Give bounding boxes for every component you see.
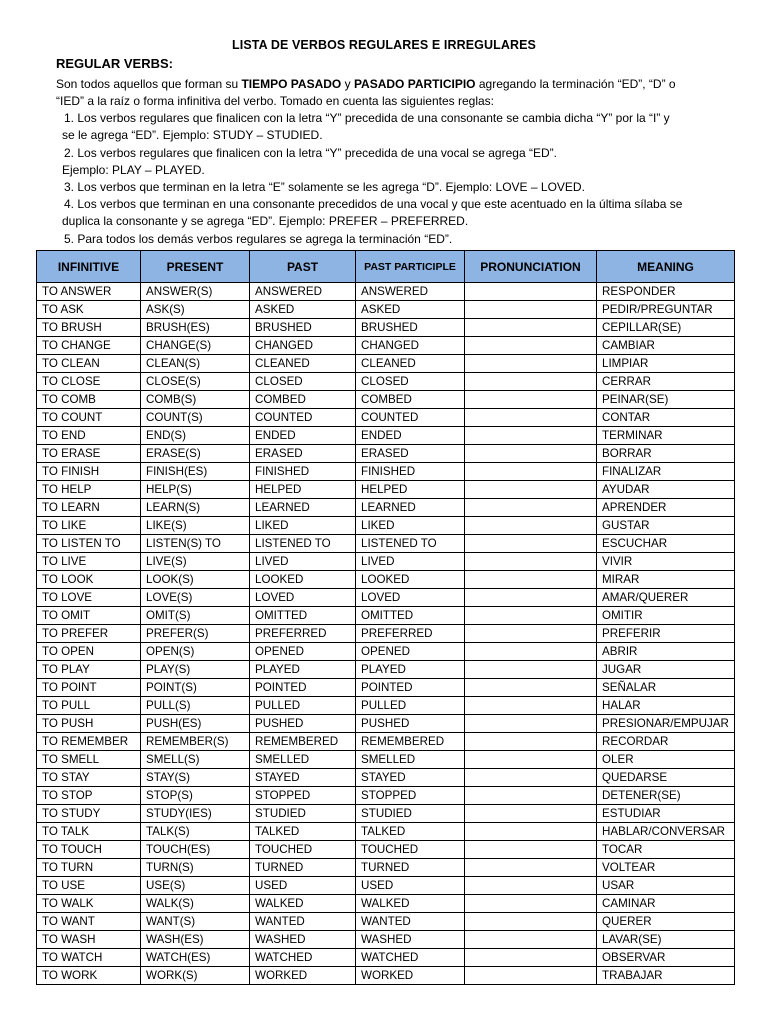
pronunciation-cell [465,715,597,733]
infinitive-cell: TO PUSH [37,715,141,733]
infinitive-cell: TO BRUSH [37,319,141,337]
infinitive-cell: TO WALK [37,895,141,913]
table-row [37,823,735,841]
past-cell: STAYED [250,769,356,787]
intro-text-a: Son todos aquellos que forman su [56,77,242,91]
past-cell: BRUSHED [250,319,356,337]
past-participle-cell: CLEANED [356,355,465,373]
past-cell: PUSHED [250,715,356,733]
meaning-cell: TERMINAR [597,427,735,445]
pronunciation-cell [465,499,597,517]
past-participle-cell: TURNED [356,859,465,877]
pronunciation-cell [465,859,597,877]
pronunciation-cell [465,301,597,319]
past-participle-cell: WASHED [356,931,465,949]
meaning-cell: LIMPIAR [597,355,735,373]
present-cell: LISTEN(S) TO [141,535,250,553]
infinitive-cell: TO LIVE [37,553,141,571]
present-cell: ANSWER(S) [141,283,250,301]
present-cell: PLAY(S) [141,661,250,679]
infinitive-cell: TO ANSWER [37,283,141,301]
table-row [37,661,735,679]
meaning-cell: CAMINAR [597,895,735,913]
infinitive-cell: TO PREFER [37,625,141,643]
past-participle-cell: STAYED [356,769,465,787]
past-participle-cell: PREFERRED [356,625,465,643]
table-row [37,535,735,553]
infinitive-cell: TO HELP [37,481,141,499]
infinitive-cell: TO COMB [37,391,141,409]
past-participle-cell: LOOKED [356,571,465,589]
meaning-cell: OMITIR [597,607,735,625]
table-row [37,373,735,391]
present-cell: SMELL(S) [141,751,250,769]
present-cell: LOOK(S) [141,571,250,589]
pronunciation-cell [465,337,597,355]
meaning-cell: ABRIR [597,643,735,661]
table-row [37,715,735,733]
infinitive-cell: TO LISTEN TO [37,535,141,553]
meaning-cell: HABLAR/CONVERSAR [597,823,735,841]
infinitive-cell: TO CHANGE [37,337,141,355]
pronunciation-cell [465,319,597,337]
header-present: PRESENT [141,251,250,283]
rule-5: 5. Para todos los demás verbos regulares se agrega la terminación “ED”. [64,232,453,246]
meaning-cell: CERRAR [597,373,735,391]
past-participle-cell: TOUCHED [356,841,465,859]
past-participle-cell: USED [356,877,465,895]
past-participle-cell: ERASED [356,445,465,463]
meaning-cell: OBSERVAR [597,949,735,967]
pronunciation-cell [465,283,597,301]
table-row [37,643,735,661]
past-cell: REMEMBERED [250,733,356,751]
present-cell: OMIT(S) [141,607,250,625]
past-cell: LOOKED [250,571,356,589]
table-row [37,769,735,787]
rule-2-line-2: Ejemplo: PLAY – PLAYED. [62,163,205,177]
present-cell: CHANGE(S) [141,337,250,355]
present-cell: LEARN(S) [141,499,250,517]
meaning-cell: APRENDER [597,499,735,517]
rule-4-line-1: 4. Los verbos que terminan en una consonante precedidos de una vocal y que este acentuado en la última sílaba se [64,197,683,211]
table-row [37,931,735,949]
meaning-cell: USAR [597,877,735,895]
present-cell: COMB(S) [141,391,250,409]
past-participle-cell: WORKED [356,967,465,985]
present-cell: POINT(S) [141,679,250,697]
verbs-table [36,250,735,985]
past-participle-cell: LISTENED TO [356,535,465,553]
intro-line-1 [56,76,676,92]
past-cell: WANTED [250,913,356,931]
infinitive-cell: TO FINISH [37,463,141,481]
present-cell: HELP(S) [141,481,250,499]
pronunciation-cell [465,751,597,769]
past-cell: CHANGED [250,337,356,355]
past-participle-cell: ANSWERED [356,283,465,301]
past-participle-cell: HELPED [356,481,465,499]
infinitive-cell: TO POINT [37,679,141,697]
present-cell: BRUSH(ES) [141,319,250,337]
pronunciation-cell [465,877,597,895]
meaning-cell: PREFERIR [597,625,735,643]
infinitive-cell: TO OPEN [37,643,141,661]
present-cell: WANT(S) [141,913,250,931]
table-row [37,625,735,643]
table-row [37,859,735,877]
past-cell: STOPPED [250,787,356,805]
pronunciation-cell [465,913,597,931]
past-cell: CLOSED [250,373,356,391]
past-cell: FINISHED [250,463,356,481]
rule-2-line-1: 2. Los verbos regulares que finalicen con la letra “Y” precedida de una vocal se agrega “ED”. [64,146,557,160]
infinitive-cell: TO CLEAN [37,355,141,373]
present-cell: FINISH(ES) [141,463,250,481]
pronunciation-cell [465,409,597,427]
present-cell: REMEMBER(S) [141,733,250,751]
infinitive-cell: TO LOOK [37,571,141,589]
infinitive-cell: TO TALK [37,823,141,841]
table-row [37,553,735,571]
meaning-cell: CEPILLAR(SE) [597,319,735,337]
table-row [37,733,735,751]
present-cell: WORK(S) [141,967,250,985]
meaning-cell: OLER [597,751,735,769]
past-cell: ENDED [250,427,356,445]
past-cell: STUDIED [250,805,356,823]
table-row [37,877,735,895]
meaning-cell: PRESIONAR/EMPUJAR [597,715,735,733]
header-infinitive: INFINITIVE [37,251,141,283]
table-row [37,283,735,301]
past-participle-cell: FINISHED [356,463,465,481]
meaning-cell: DETENER(SE) [597,787,735,805]
past-participle-cell: REMEMBERED [356,733,465,751]
past-cell: USED [250,877,356,895]
present-cell: CLOSE(S) [141,373,250,391]
pronunciation-cell [465,553,597,571]
infinitive-cell: TO OMIT [37,607,141,625]
table-row [37,571,735,589]
pronunciation-cell [465,769,597,787]
meaning-cell: JUGAR [597,661,735,679]
infinitive-cell: TO CLOSE [37,373,141,391]
meaning-cell: QUERER [597,913,735,931]
past-participle-cell: OPENED [356,643,465,661]
intro-bold-past: TIEMPO PASADO [241,77,342,91]
present-cell: TOUCH(ES) [141,841,250,859]
pronunciation-cell [465,355,597,373]
past-cell: PULLED [250,697,356,715]
pronunciation-cell [465,805,597,823]
meaning-cell: CONTAR [597,409,735,427]
meaning-cell: HALAR [597,697,735,715]
present-cell: LOVE(S) [141,589,250,607]
past-participle-cell: OMITTED [356,607,465,625]
pronunciation-cell [465,607,597,625]
header-past: PAST [250,251,356,283]
meaning-cell: ESTUDIAR [597,805,735,823]
pronunciation-cell [465,643,597,661]
meaning-cell: AMAR/QUERER [597,589,735,607]
intro-bold-participle: PASADO PARTICIPIO [353,77,476,91]
meaning-cell: AYUDAR [597,481,735,499]
past-cell: ERASED [250,445,356,463]
past-cell: ASKED [250,301,356,319]
table-row [37,895,735,913]
past-participle-cell: SMELLED [356,751,465,769]
infinitive-cell: TO REMEMBER [37,733,141,751]
table-row [37,517,735,535]
past-cell: OMITTED [250,607,356,625]
present-cell: CLEAN(S) [141,355,250,373]
meaning-cell: RESPONDER [597,283,735,301]
present-cell: STOP(S) [141,787,250,805]
past-cell: ANSWERED [250,283,356,301]
present-cell: WALK(S) [141,895,250,913]
infinitive-cell: TO STAY [37,769,141,787]
infinitive-cell: TO COUNT [37,409,141,427]
table-row [37,697,735,715]
meaning-cell: CAMBIAR [597,337,735,355]
past-cell: OPENED [250,643,356,661]
meaning-cell: PEINAR(SE) [597,391,735,409]
intro-text-e: agregando la terminación “ED”, “D” o [475,77,676,91]
past-cell: COMBED [250,391,356,409]
infinitive-cell: TO WATCH [37,949,141,967]
infinitive-cell: TO PULL [37,697,141,715]
pronunciation-cell [465,373,597,391]
table-row [37,607,735,625]
past-cell: PREFERRED [250,625,356,643]
past-cell: POINTED [250,679,356,697]
meaning-cell: TOCAR [597,841,735,859]
past-participle-cell: POINTED [356,679,465,697]
present-cell: ERASE(S) [141,445,250,463]
meaning-cell: GUSTAR [597,517,735,535]
infinitive-cell: TO WASH [37,931,141,949]
past-participle-cell: ASKED [356,301,465,319]
rule-4-line-2: duplica la consonante y se agrega “ED”. Ejemplo: PREFER – PREFERRED. [62,214,469,228]
past-cell: COUNTED [250,409,356,427]
infinitive-cell: TO WANT [37,913,141,931]
present-cell: PREFER(S) [141,625,250,643]
present-cell: USE(S) [141,877,250,895]
pronunciation-cell [465,895,597,913]
past-participle-cell: WALKED [356,895,465,913]
present-cell: COUNT(S) [141,409,250,427]
past-participle-cell: WANTED [356,913,465,931]
past-participle-cell: LIKED [356,517,465,535]
past-participle-cell: LOVED [356,589,465,607]
rule-3: 3. Los verbos que terminan en la letra “E” solamente se les agrega “D”. Ejemplo: LOVE – LOVED. [64,180,585,194]
past-cell: TOUCHED [250,841,356,859]
past-cell: LISTENED TO [250,535,356,553]
meaning-cell: VIVIR [597,553,735,571]
past-cell: TALKED [250,823,356,841]
meaning-cell: VOLTEAR [597,859,735,877]
pronunciation-cell [465,445,597,463]
pronunciation-cell [465,967,597,985]
meaning-cell: QUEDARSE [597,769,735,787]
past-participle-cell: LEARNED [356,499,465,517]
pronunciation-cell [465,391,597,409]
past-cell: LEARNED [250,499,356,517]
infinitive-cell: TO PLAY [37,661,141,679]
meaning-cell: TRABAJAR [597,967,735,985]
table-row [37,499,735,517]
header-meaning: MEANING [597,251,735,283]
present-cell: PUSH(ES) [141,715,250,733]
present-cell: LIVE(S) [141,553,250,571]
table-row [37,805,735,823]
table-row [37,427,735,445]
past-participle-cell: CLOSED [356,373,465,391]
table-row [37,967,735,985]
header-past-participle: PAST PARTICIPLE [356,251,465,283]
past-cell: SMELLED [250,751,356,769]
table-row [37,751,735,769]
past-participle-cell: TALKED [356,823,465,841]
infinitive-cell: TO TOUCH [37,841,141,859]
past-participle-cell: LIVED [356,553,465,571]
pronunciation-cell [465,571,597,589]
past-participle-cell: WATCHED [356,949,465,967]
present-cell: PULL(S) [141,697,250,715]
meaning-cell: SEÑALAR [597,679,735,697]
infinitive-cell: TO SMELL [37,751,141,769]
table-row [37,787,735,805]
past-participle-cell: STOPPED [356,787,465,805]
past-cell: LIVED [250,553,356,571]
present-cell: STAY(S) [141,769,250,787]
present-cell: OPEN(S) [141,643,250,661]
table-row [37,445,735,463]
infinitive-cell: TO ERASE [37,445,141,463]
table-row [37,355,735,373]
present-cell: TURN(S) [141,859,250,877]
intro-line-2: “IED” a la raíz o forma infinitiva del verbo. Tomado en cuenta las siguientes reglas: [56,94,494,108]
infinitive-cell: TO LOVE [37,589,141,607]
past-participle-cell: STUDIED [356,805,465,823]
present-cell: ASK(S) [141,301,250,319]
infinitive-cell: TO ASK [37,301,141,319]
meaning-cell: ESCUCHAR [597,535,735,553]
past-cell: WALKED [250,895,356,913]
pronunciation-cell [465,949,597,967]
infinitive-cell: TO STUDY [37,805,141,823]
past-participle-cell: COUNTED [356,409,465,427]
table-row [37,463,735,481]
pronunciation-cell [465,931,597,949]
past-cell: LIKED [250,517,356,535]
past-participle-cell: COMBED [356,391,465,409]
table-row [37,949,735,967]
past-participle-cell: BRUSHED [356,319,465,337]
present-cell: LIKE(S) [141,517,250,535]
table-row [37,409,735,427]
meaning-cell: FINALIZAR [597,463,735,481]
infinitive-cell: TO STOP [37,787,141,805]
pronunciation-cell [465,589,597,607]
header-pronunciation: PRONUNCIATION [465,251,597,283]
table-row [37,913,735,931]
table-row [37,481,735,499]
meaning-cell: RECORDAR [597,733,735,751]
table-body [37,283,735,985]
pronunciation-cell [465,661,597,679]
table-header-row [37,251,735,283]
past-cell: TURNED [250,859,356,877]
page-title: LISTA DE VERBOS REGULARES E IRREGULARES [232,38,536,52]
pronunciation-cell [465,535,597,553]
pronunciation-cell [465,841,597,859]
present-cell: END(S) [141,427,250,445]
infinitive-cell: TO LIKE [37,517,141,535]
section-heading: REGULAR VERBS: [56,56,174,71]
infinitive-cell: TO TURN [37,859,141,877]
pronunciation-cell [465,787,597,805]
past-participle-cell: ENDED [356,427,465,445]
table-row [37,337,735,355]
table-row [37,319,735,337]
rule-1-line-2: se le agrega “ED”. Ejemplo: STUDY – STUDIED. [62,128,323,142]
pronunciation-cell [465,733,597,751]
past-cell: WORKED [250,967,356,985]
past-cell: WATCHED [250,949,356,967]
meaning-cell: PEDIR/PREGUNTAR [597,301,735,319]
present-cell: WATCH(ES) [141,949,250,967]
table-row [37,841,735,859]
present-cell: TALK(S) [141,823,250,841]
infinitive-cell: TO USE [37,877,141,895]
present-cell: WASH(ES) [141,931,250,949]
past-participle-cell: CHANGED [356,337,465,355]
past-cell: LOVED [250,589,356,607]
pronunciation-cell [465,625,597,643]
past-cell: WASHED [250,931,356,949]
past-participle-cell: PUSHED [356,715,465,733]
pronunciation-cell [465,427,597,445]
table-row [37,391,735,409]
table-row [37,301,735,319]
past-cell: PLAYED [250,661,356,679]
meaning-cell: BORRAR [597,445,735,463]
table-row [37,679,735,697]
infinitive-cell: TO LEARN [37,499,141,517]
rule-1-line-1: 1. Los verbos regulares que finalicen con la letra “Y” precedida de una consonante se cambia dicha “Y” por la “I” y [64,111,670,125]
infinitive-cell: TO WORK [37,967,141,985]
present-cell: STUDY(IES) [141,805,250,823]
table-row [37,589,735,607]
past-participle-cell: PULLED [356,697,465,715]
infinitive-cell: TO END [37,427,141,445]
past-cell: CLEANED [250,355,356,373]
pronunciation-cell [465,463,597,481]
meaning-cell: LAVAR(SE) [597,931,735,949]
meaning-cell: MIRAR [597,571,735,589]
intro-text-c: y [341,77,354,91]
past-participle-cell: PLAYED [356,661,465,679]
past-cell: HELPED [250,481,356,499]
pronunciation-cell [465,517,597,535]
pronunciation-cell [465,697,597,715]
pronunciation-cell [465,679,597,697]
pronunciation-cell [465,481,597,499]
pronunciation-cell [465,823,597,841]
